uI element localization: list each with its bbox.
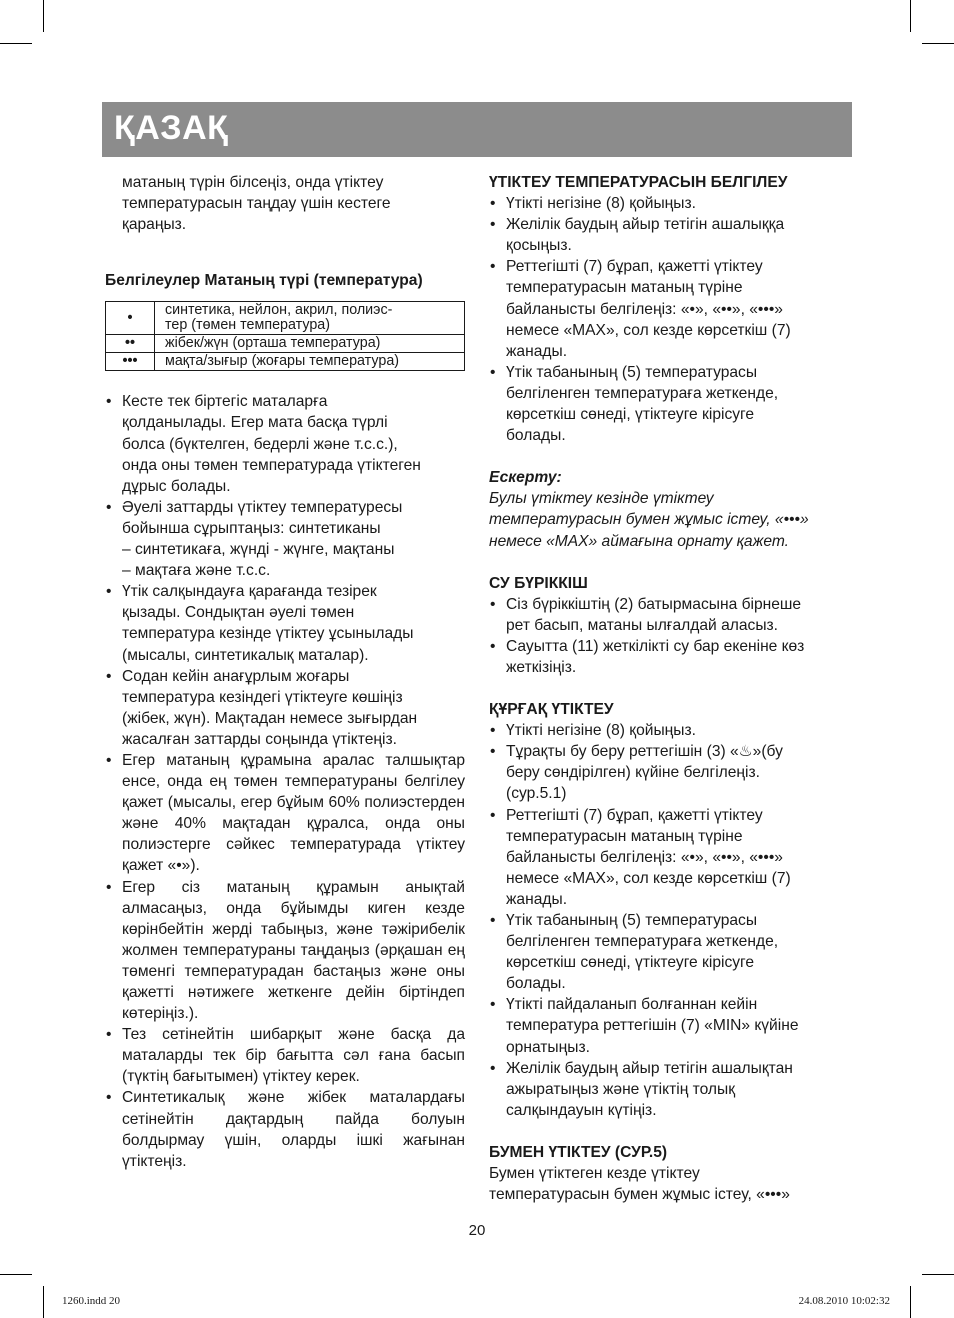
legend-symbol: ••• xyxy=(106,353,155,371)
section-heading: СУ БҮРІККІШ xyxy=(489,574,588,592)
text-line: матаның түрін білсеңіз, онда үтіктеу xyxy=(122,174,384,191)
text-line: қараңыз. xyxy=(122,216,187,234)
crop-mark xyxy=(0,1274,32,1275)
right-column xyxy=(489,172,851,1205)
list-item: • Әуелі заттарды үтіктеу температуресы бойынша сұрыптаңыз: синтетиканы – синтетикаға, жүнді - жүнге, мақтаны – мақтаға және т.с.с. xyxy=(105,497,465,581)
temperature-steps-list xyxy=(489,193,851,446)
legend-description: мақта/зығыр (жоғары температура) xyxy=(155,353,465,371)
legend-description: синтетика, нейлон, акрил, полиэс- тер (төмен температура) xyxy=(155,302,465,335)
list-item: • Сауытта (11) жеткілікті су бар екеніне көз жеткізіңіз. xyxy=(489,636,851,678)
table-heading: Белгілеулер Матаның түрі (температура) xyxy=(105,272,423,290)
temperature-legend-table xyxy=(105,301,465,371)
list-item: • Үтік табанының (5) температурасы белгіленген температураға жеткенде, көрсеткіш сөнеді, үтіктеуге кірісуге болады. xyxy=(489,362,851,446)
list-item: • Үтікті негізіне (8) қойыңыз. xyxy=(489,193,851,214)
note-title: Ескерту: xyxy=(489,469,562,487)
list-item: • Синтетикалық және жібек маталардағы сетінейтін дақтардың пайда болуын болдырмау үшін, оларды ішкі жағынан үтіктеңіз. xyxy=(105,1087,465,1171)
list-item: • Сіз бүріккіштің (2) батырмасына бірнеше рет басып, матаны ылғалдай аласыз. xyxy=(489,594,851,636)
file-slug: 1260.indd 20 xyxy=(62,1295,121,1307)
list-item: • Кесте тек біртегіс маталарға қолданылады. Егер мата басқа түрлі болса (бүктелген, бедерлі және т.с.с.), онда оны төмен температурада үтіктеген дұрыс болады. xyxy=(105,391,465,496)
intro-text xyxy=(105,172,465,235)
table-row xyxy=(106,302,465,335)
list-item: • Реттегішті (7) бұрап, қажетті үтіктеу температурасын матаның түріне байланысты белгілеңіз: «•», «••», «•••» немесе «МАХ», сол кезде көрсеткіш (7) жанады. xyxy=(489,256,851,361)
legend-description: жібек/жүн (орташа температура) xyxy=(155,335,465,353)
steam-ironing-text: Бумен үтіктеген кезде үтіктеу температурасын бумен жұмыс істеу, «•••» xyxy=(489,1165,790,1204)
list-item: • Үтікті пайдаланып болғаннан кейін температура реттегішін (7) «MIN» күйіне орнатыңыз. xyxy=(489,994,851,1057)
list-item: • Егер сіз матаның құрамын анықтай алмасаңыз, онда бұйымды киген кезде көрінбейтін жерді табыңыз, және тәжірибелік жолмен температураны таңдаңыз (әрқашан ең төменгі температурадан бастаңыз және оны қажетті нәтижеге жеткенге дейін біртіндеп көтеріңіз.). xyxy=(105,877,465,1025)
crop-mark xyxy=(0,43,32,44)
section-heading: БУМЕН ҮТІКТЕУ (СУР.5) xyxy=(489,1143,668,1161)
list-item: • Үтік табанының (5) температурасы белгіленген температураға жеткенде, көрсеткіш сөнеді, үтіктеуге кірісуге болады. xyxy=(489,910,851,994)
note-body: Булы үтіктеу кезінде үтіктеу температурасын бумен жұмыс істеу, «•••» немесе «МАХ» аймағына орнату қажет. xyxy=(489,490,809,550)
list-item: • Тұрақты бу беру реттегішін (3) «♨»(бу беру сөндірілген) күйіне белгілеңіз. (сур.5.1) xyxy=(489,741,851,804)
list-item: • Егер матаның құрамына аралас талшықтар енсе, онда ең төмен температураны белгілеу қажет (мысалы, егер бұйым 60% полиэстерден және 40% мақтадан құралса, онда оны полиэстерге сәйкес температурада үтіктеу қажет «•»). xyxy=(105,750,465,877)
legend-symbol: •• xyxy=(106,335,155,353)
legend-symbol: • xyxy=(106,302,155,335)
section-heading: ҮТІКТЕУ ТЕМПЕРАТУРАСЫН БЕЛГІЛЕУ xyxy=(489,174,788,191)
page-title: ҚАЗАҚ xyxy=(114,109,229,147)
crop-mark xyxy=(922,43,954,44)
list-item: • Үтік салқындауға қарағанда тезірек қызады. Сондықтан әуелі төмен температура кезінде үтіктеу ұсынылады (мысалы, синтетикалық маталар). xyxy=(105,581,465,665)
dry-ironing-steps-list xyxy=(489,720,851,1121)
date-slug: 24.08.2010 10:02:32 xyxy=(798,1295,890,1307)
ironing-tips-list xyxy=(105,391,465,1171)
sprayer-steps-list xyxy=(489,594,851,678)
list-item: • Содан кейін анағұрлым жоғары температура кезіндегі үтіктеуге көшіңіз (жібек, жүн). Мақтадан немесе зығырдан жасалған заттарды соңында үтіктеңіз. xyxy=(105,666,465,750)
list-item: • Желілік баудың айыр тетігін ашалықтан ажыратыңыз және үтіктің толық салқындауын күтіңіз. xyxy=(489,1058,851,1121)
text-line: температурасын таңдау үшін кестеге xyxy=(122,195,391,213)
table-row xyxy=(106,353,465,371)
crop-mark xyxy=(910,1286,911,1318)
crop-mark xyxy=(43,0,44,32)
crop-mark xyxy=(43,1286,44,1318)
list-item: • Тез сетінейтін шибарқыт және басқа да маталарды тек бір бағытта сәл ғана басып (түктің бағытымен) үтіктеу керек. xyxy=(105,1024,465,1087)
table-row xyxy=(106,335,465,353)
left-column xyxy=(105,172,465,1172)
list-item: • Үтікті негізіне (8) қойыңыз. xyxy=(489,720,851,741)
list-item: • Желілік баудың айыр тетігін ашалыққа қосыңыз. xyxy=(489,214,851,256)
page-number: 20 xyxy=(468,1222,486,1239)
crop-mark xyxy=(922,1274,954,1275)
crop-mark xyxy=(910,0,911,32)
list-item: • Реттегішті (7) бұрап, қажетті үтіктеу температурасын матаның түріне байланысты белгілеңіз: «•», «••», «•••» немесе «МАХ», сол кезде көрсеткіш (7) жанады. xyxy=(489,805,851,910)
language-header-bar xyxy=(102,102,852,157)
section-heading: ҚҰРҒАҚ ҮТІКТЕУ xyxy=(489,701,614,719)
